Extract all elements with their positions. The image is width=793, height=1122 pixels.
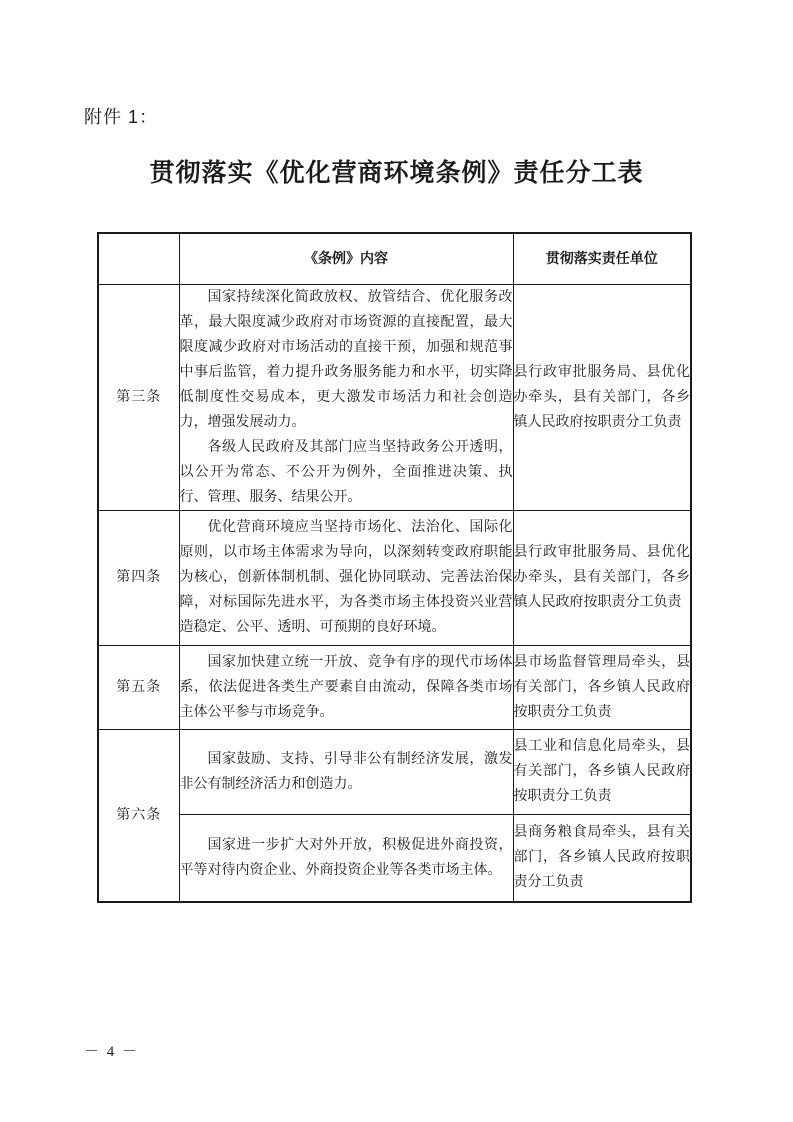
article-cell: 第四条 xyxy=(98,510,179,645)
content-paragraph: 国家鼓励、支持、引导非公有制经济发展，激发非公有制经济活力和创造力。 xyxy=(179,751,513,792)
content-paragraph: 国家加快建立统一开放、竞争有序的现代市场体系，依法促进各类生产要素自由流动，保障各类市场主体公平参与市场竞争。 xyxy=(179,654,513,720)
table-header-unit: 贯彻落实责任单位 xyxy=(513,233,691,284)
article-cell: 第三条 xyxy=(98,284,179,510)
unit-cell: 县商务粮食局牵头，县有关部门，各乡镇人民政府按职责分工负责 xyxy=(513,814,691,902)
table-row xyxy=(98,645,691,729)
content-cell xyxy=(179,284,513,510)
article-cell: 第五条 xyxy=(98,645,179,729)
content-cell xyxy=(179,814,513,902)
content-paragraph: 优化营商环境应当坚持市场化、法治化、国际化原则，以市场主体需求为导向，以深刻转变政府职能为核心，创新体制机制、强化协同联动、完善法治保障，对标国际先进水平，为各类市场主体投资兴业营造稳定、公平、透明、可预期的良好环境。 xyxy=(179,520,513,635)
table-row xyxy=(98,729,691,814)
unit-cell: 县行政审批服务局、县优化办牵头，县有关部门，各乡镇人民政府按职责分工负责 xyxy=(513,510,691,645)
content-paragraph: 国家进一步扩大对外开放，积极促进外商投资，平等对待内资企业、外商投资企业等各类市场主体。 xyxy=(179,837,513,878)
page-number: － 4 － xyxy=(84,1044,140,1060)
table-row xyxy=(98,284,691,510)
regulation-table xyxy=(97,232,692,903)
table-row xyxy=(98,814,691,902)
unit-cell: 县工业和信息化局牵头，县有关部门，各乡镇人民政府按职责分工负责 xyxy=(513,729,691,814)
table-row xyxy=(98,510,691,645)
article-cell: 第六条 xyxy=(98,729,179,902)
unit-cell: 县市场监督管理局牵头，县有关部门，各乡镇人民政府按职责分工负责 xyxy=(513,645,691,729)
content-cell xyxy=(179,645,513,729)
table-header-article xyxy=(98,233,179,284)
content-cell xyxy=(179,729,513,814)
unit-cell: 县行政审批服务局、县优化办牵头，县有关部门，各乡镇人民政府按职责分工负责 xyxy=(513,284,691,510)
content-cell xyxy=(179,510,513,645)
content-paragraph: 各级人民政府及其部门应当坚持政务公开透明，以公开为常态、不公开为例外，全面推进决策、执行、管理、服务、结果公开。 xyxy=(179,439,513,505)
table-header-row xyxy=(98,233,691,284)
page-title: 贯彻落实《优化营商环境条例》责任分工表 xyxy=(149,160,644,187)
attachment-label: 附件 1： xyxy=(84,107,159,127)
content-paragraph: 国家持续深化简政放权、放管结合、优化服务改革，最大限度减少政府对市场资源的直接配置，最大限度减少政府对市场活动的直接干预，加强和规范事中事后监管，着力提升政务服务能力和水平，切实降低制度性交易成本，更大激发市场活力和社会创造力，增强发展动力。 xyxy=(179,289,513,430)
table-header-content: 《条例》内容 xyxy=(179,233,513,284)
